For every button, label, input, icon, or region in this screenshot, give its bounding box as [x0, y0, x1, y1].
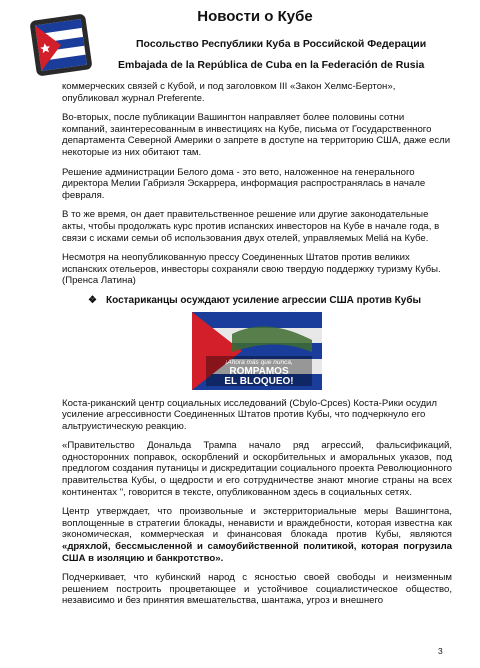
- paragraph: [62, 506, 452, 564]
- document-title: Новости о Кубе: [197, 8, 313, 25]
- banner-line-2: ROMPAMOS: [229, 365, 289, 377]
- blockade-banner-image: [192, 312, 322, 390]
- article-body: [62, 81, 452, 615]
- paragraph: Решение администрации Белого дома - это вето, наложенное на генерального директора Мелии Габриэля Эскаррера, информация распространялась в начале февраля.: [62, 166, 426, 201]
- banner-line-1: ¡Ahora más que nunca,: [225, 358, 293, 366]
- quote-tail: ", говорится в тексте, опубликованном здесь в социальных сетях.: [117, 486, 412, 498]
- paragraph: Коста-риканский центр социальных исследований (Cbylo-Cpces) Коста-Рики осудил усиление агрессивности Соединенных Штатов против Кубы, что подчеркнуло его альтруистическую реакцию.: [62, 397, 438, 432]
- quote-paragraph: [62, 440, 452, 498]
- section-heading-text: Костариканцы осуждают усиление агрессии США против Кубы: [106, 294, 422, 306]
- embassy-name-russian: Посольство Республики Куба в Российской Федерации: [136, 38, 427, 50]
- paragraph: В то же время, он дает правительственное решение или другие законодательные акты, чтобы продолжать курс против испанских инвесторов на Кубе в начале года, в связи с исками семьи об использования двух отелей, управляемых Meliá на Кубе.: [62, 209, 440, 244]
- paragraph: Несмотря на неопубликованную прессу Соединенных Штатов против великих испанских отельеров, инвесторы сохраняли свою твердую поддержку туризму Кубы. (Пренса Латина): [62, 252, 441, 287]
- diamond-bullet-icon: ❖: [88, 294, 97, 306]
- page-number: 3: [438, 646, 443, 656]
- embassy-name-spanish: Embajada de la República de Cuba en la Federación de Rusia: [118, 59, 425, 71]
- paragraph: коммерческих связей с Кубой, и под заголовком III «Закон Хелмс-Бертон», опубликовал журнал Preferente.: [62, 81, 396, 104]
- paragraph: Во-вторых, после публикации Вашингтон направляет более половины сотни компаний, заинтересованным в инвестициях на Кубе, письма от Государственного департамента Северной Америки о запрете в доступе на территорию США, даже если некоторые из них обитают там.: [62, 112, 451, 158]
- paragraph-bold-text: «дряхлой, бессмысленной и самоубийственной политикой, которая погрузила США в изоляцию и банкротство».: [62, 541, 452, 564]
- paragraph-text: Центр утверждает, что произвольные и экстерриториальные меры Вашингтона, воплощенные в стратегии блокады, ненависти и враждебности, которая известна как экономическая, коммерческая и финансовая блокада против Кубы, являются: [62, 506, 452, 541]
- paragraph: Подчеркивает, что кубинский народ с ясностью своей свободы и неизменным решением построить процветающее и устойчивое социалистическое общество, независимо и без принятия вмешательства, шантажа, угроз и внешнего: [62, 572, 452, 607]
- section-heading: [88, 295, 452, 307]
- banner-line-3: EL BLOQUEO!: [224, 375, 294, 387]
- quote-text: «Правительство Дональда Трампа начало ряд агрессий, фальсификаций, односторонних поправок, оскорблений и оскорбительных и аморальных указов, под предлогом создания путаницы и дискредитации социального проекта Революционного правительства Кубы, о щедрости и его сотрудничестве знают многие страны на всех континентах: [62, 440, 452, 498]
